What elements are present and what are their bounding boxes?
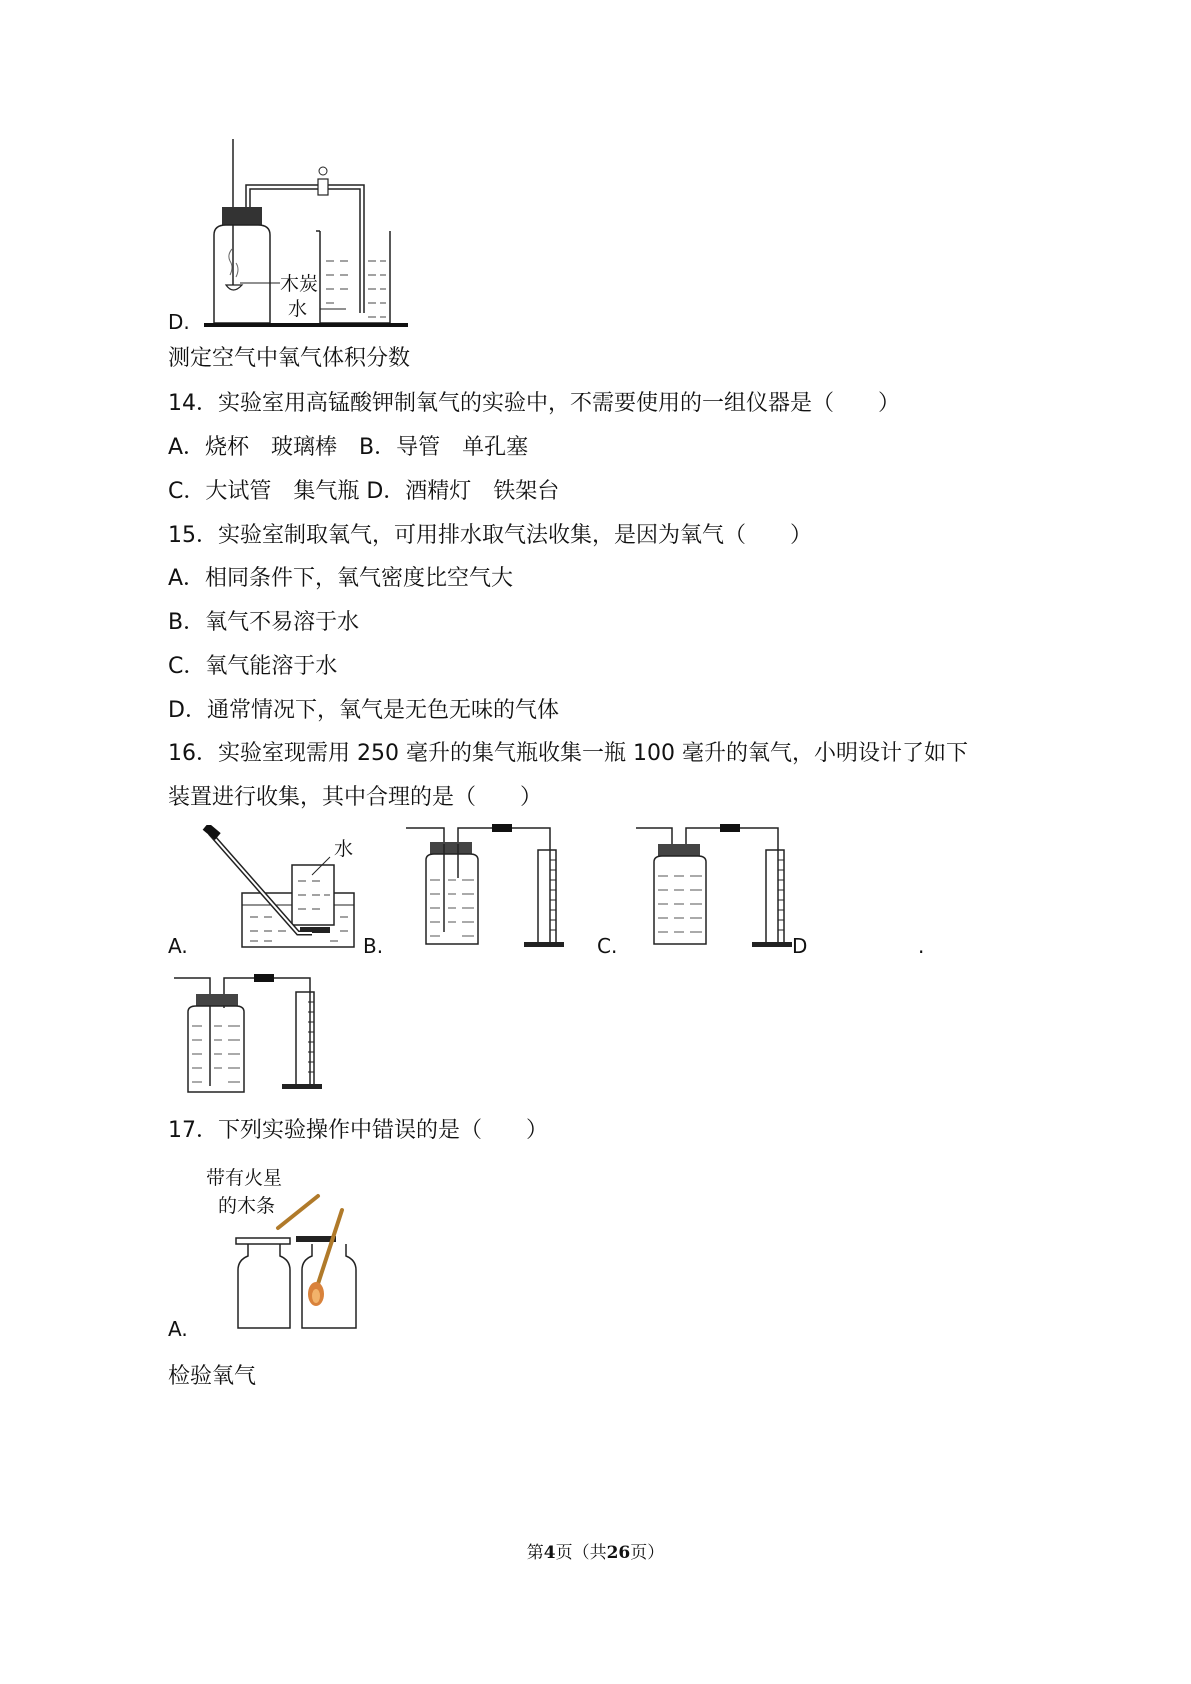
q14-option-row-2: C．大试管 集气瓶 D．酒精灯 铁架台 <box>168 479 560 504</box>
charcoal-label: 木炭 <box>280 273 319 295</box>
q16-option-d-letter: D <box>792 934 808 958</box>
footer-suffix: 页） <box>630 1543 665 1563</box>
q17-option-a-caption: 检验氧气 <box>168 1364 257 1389</box>
q16-figure-b <box>400 820 570 952</box>
glowing-splint-label-line-1: 带有火星 <box>206 1167 283 1189</box>
footer-middle: 页（共 <box>555 1543 607 1563</box>
q17-option-a-letter: A. <box>168 1317 188 1341</box>
q15-option-d: D．通常情况下，氧气是无色无味的气体 <box>168 698 559 723</box>
water-label: 水 <box>288 298 308 320</box>
footer-total-pages: 26 <box>606 1543 631 1563</box>
q15-stem: 15．实验室制取氧气，可用排水取气法收集，是因为氧气（ ） <box>168 523 812 548</box>
page-footer <box>0 1538 1191 1563</box>
q15-option-a: A．相同条件下，氧气密度比空气大 <box>168 566 514 591</box>
oxygen-volume-apparatus-figure <box>200 135 415 335</box>
q14-stem: 14．实验室用高锰酸钾制氧气的实验中，不需要使用的一组仪器是（ ） <box>168 391 900 416</box>
footer-prefix: 第 <box>526 1543 544 1563</box>
q16-water-label: 水 <box>334 838 354 860</box>
glowing-splint-label-line-2: 的木条 <box>218 1195 276 1217</box>
q17-stem: 17．下列实验操作中错误的是（ ） <box>168 1118 548 1143</box>
q16-option-b-letter: B. <box>363 934 384 958</box>
q17-figure-a-oxygen-test <box>200 1160 370 1340</box>
q16-stem-line-2: 装置进行收集，其中合理的是（ ） <box>168 785 543 810</box>
q16-option-a-letter: A. <box>168 934 188 958</box>
q15-option-c: C．氧气能溶于水 <box>168 654 338 679</box>
q16-figure-d <box>170 968 340 1098</box>
q16-figure-c <box>628 820 798 952</box>
q13-option-d-letter: D. <box>168 310 190 334</box>
q14-option-row-1: A．烧杯 玻璃棒 B．导管 单孔塞 <box>168 435 529 460</box>
q13-option-d-caption: 测定空气中氧气体积分数 <box>168 346 411 371</box>
q15-option-b: B．氧气不易溶于水 <box>168 610 360 635</box>
q16-stem-line-1: 16．实验室现需用 250 毫升的集气瓶收集一瓶 100 毫升的氧气，小明设计了如下 <box>168 741 968 766</box>
q16-option-c-letter: C. <box>597 934 618 958</box>
q16-figure-a-water-trough <box>200 825 360 950</box>
footer-page-number: 4 <box>543 1543 556 1563</box>
q16-trailing-dot: . <box>918 934 925 958</box>
